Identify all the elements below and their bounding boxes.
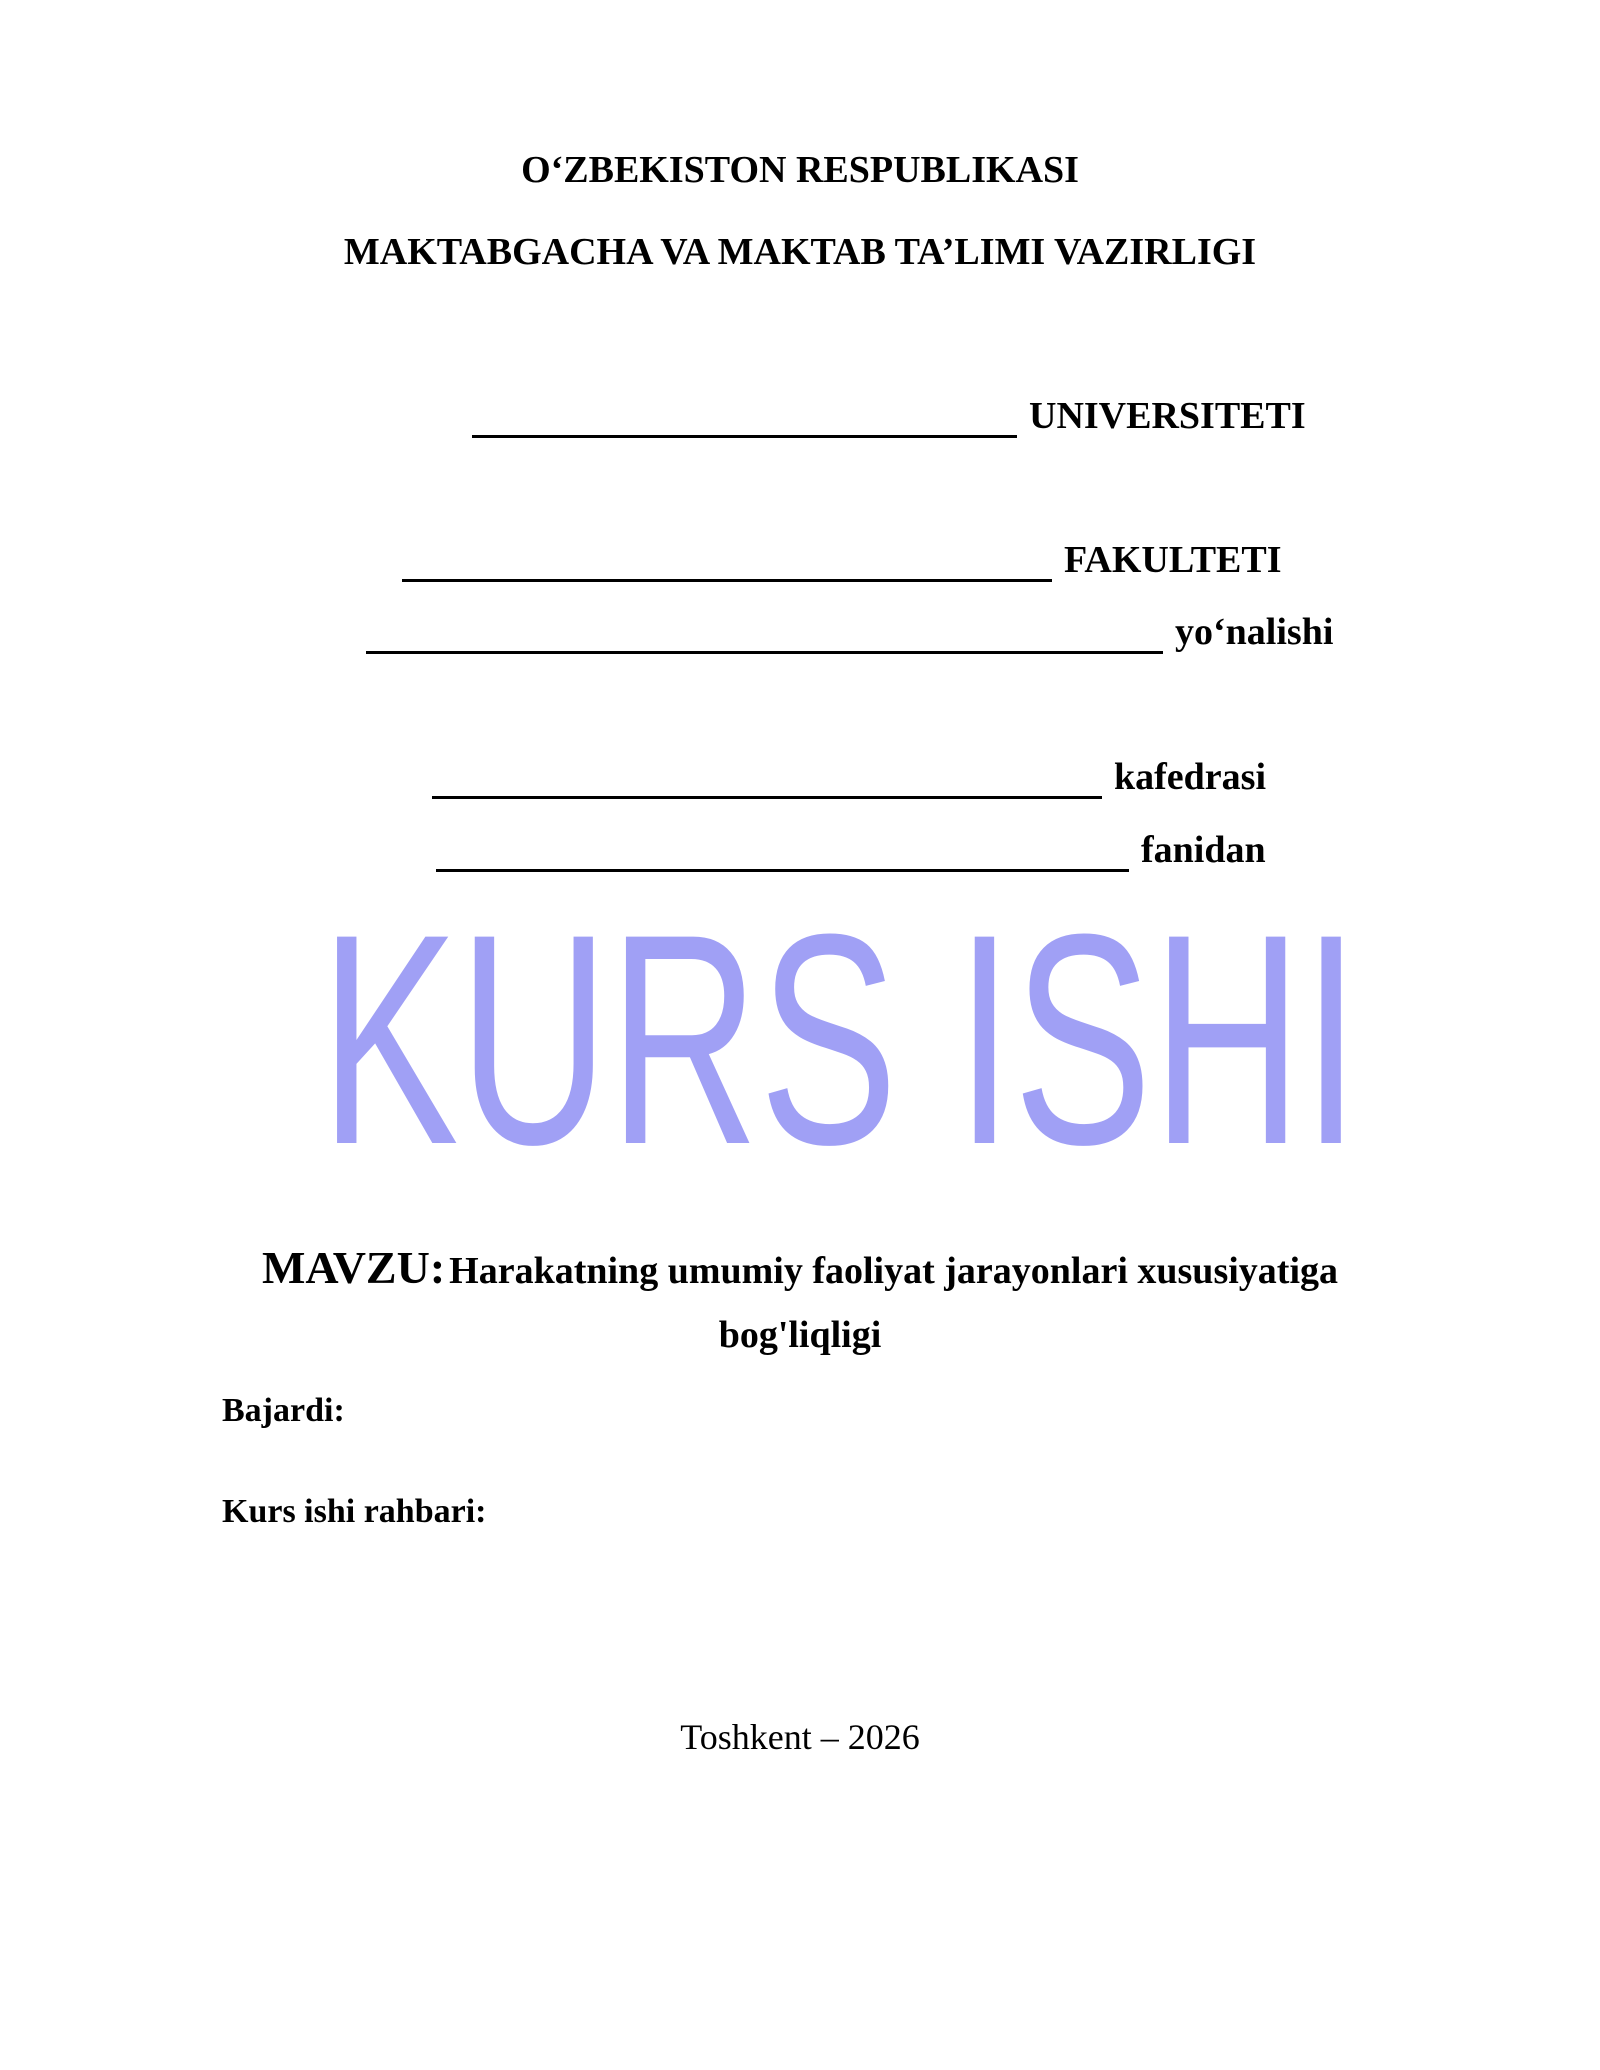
- ministry-heading: MAKTABGACHA VA MAKTAB TA’LIMI VAZIRLIGI: [343, 231, 1257, 273]
- department-label: kafedrasi: [1114, 756, 1266, 798]
- department-row: [432, 753, 1266, 799]
- subject-blank: [436, 833, 1129, 872]
- university-blank: [472, 399, 1017, 438]
- kurs-ishi-wordart: [300, 885, 1380, 1195]
- topic-label: MAVZU:: [262, 1242, 446, 1293]
- department-blank: [432, 760, 1102, 799]
- supervisor-label: Kurs ishi rahbari:: [222, 1493, 487, 1530]
- university-label: UNIVERSITETI: [1029, 395, 1306, 437]
- faculty-blank: [402, 543, 1052, 582]
- subject-label: fanidan: [1141, 829, 1266, 871]
- republic-heading: O‘ZBEKISTON RESPUBLIKASI: [521, 149, 1079, 191]
- faculty-label: FAKULTETI: [1064, 539, 1282, 581]
- direction-label: yo‘nalishi: [1175, 611, 1334, 653]
- topic-text: Harakatning umumiy faoliyat jarayonlari xususiyatiga bog'liqligi: [449, 1250, 1338, 1356]
- kurs-ishi-title: KURS ISHI: [320, 885, 1360, 1195]
- performed-by-label: Bajardi:: [222, 1392, 345, 1429]
- subject-row: [436, 826, 1266, 872]
- direction-row: [366, 608, 1333, 654]
- kurs-ishi-wordart-svg: [300, 885, 1380, 1195]
- city-year: Toshkent – 2026: [680, 1717, 920, 1757]
- direction-blank: [366, 615, 1163, 654]
- topic-block: [200, 1240, 1400, 1371]
- faculty-row: [402, 536, 1282, 582]
- university-row: [472, 392, 1306, 438]
